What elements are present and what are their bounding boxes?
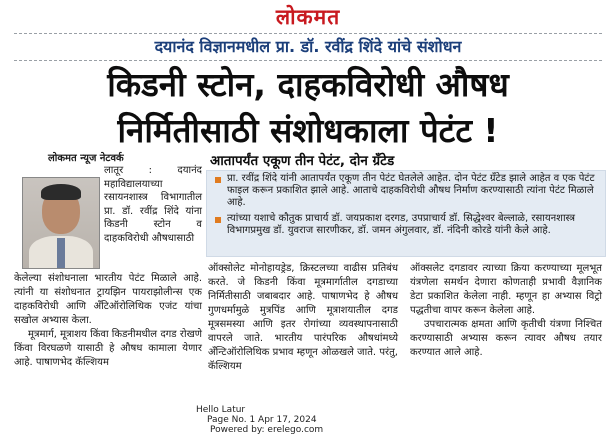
edition-name: Hello Latur <box>196 405 246 415</box>
edition-footer <box>196 405 396 435</box>
photo-hair-shape <box>41 184 81 200</box>
column-1-intro-text: लातूर : दयानंद महाविद्यालयाच्या रसायनशास्त्र विभागातील प्रा. डॉ. रवींद्र शिंदे यांना किडनी स्टोन व दाहकविरोधी औषधासाठी <box>104 165 202 244</box>
column-1-intro <box>104 164 202 245</box>
masthead <box>0 0 616 30</box>
column-2-text: ऑक्सोलेट मोनोहायड्रेड, क्रिस्टलच्या वाढीस प्रतिबंध करते. जे किडनी किंवा मूत्रमार्गातील दगडाच्या निर्मितीसाठी जबाबदार आहे. पाषाणभेद हे औषध गुणधर्मामुळे मुत्रपिंड आणि मूत्राशयातील दगड मूत्रसमस्या आणि इतर रोगांच्या व्यवस्थापनासाठी वापरले जाते. भारतीय पारंपरिक औषधांमध्ये अँन्टिऑरोलिथिक प्रभाव म्हणून ओळखले जाते. परंतु, कॅल्शियम <box>208 263 398 372</box>
column-2 <box>208 262 398 374</box>
column-1-para-1: केलेल्या संशोधनाला भारतीय पेटंट मिळाले आहे. त्यांनी या संशोधनात ट्रायझिन पायराझोलीन्स एक दाहकविरोधी आणि अँटिऑरोलिथिक एजंट यांचा सखोल अभ्यास केला. <box>14 273 202 326</box>
box-para-1: प्रा. रवींद्र शिंदे यांनी आतापर्यंत एकूण तीन पेटंट घेतलेले आहेत. दोन पेटंट ग्रँटेड झाले आहेत व एक पेटंट फाइल करून प्रकाशित झाले आहे. आताचे दाहकविरोधी औषध निर्माण करण्यासाठी त्यांना पेटंट मिळाले आहे. <box>227 173 595 208</box>
powered-by: Powered by: erelego.com <box>210 425 324 435</box>
headline <box>10 62 606 154</box>
headline-line-2: निर्मितीसाठी संशोधकाला पेटंट ! <box>117 111 499 150</box>
newspaper-logo: लोकमत <box>275 4 341 29</box>
column-3-para-2: उपचारात्मक क्षमता आणि कृतीची यंत्रणा निश्चित करण्यासाठी अभ्यास करून त्यावर औषध तयार करण्यात आले आहे. <box>410 319 602 358</box>
bullet-icon <box>215 177 221 183</box>
highlight-box <box>206 170 606 257</box>
headline-line-1: किडनी स्टोन, दाहकविरोधी औषध <box>107 65 509 104</box>
kicker-line: दयानंद विज्ञानमधील प्रा. डॉ. रवींद्र शिंदे यांचे संशोधन <box>14 33 602 61</box>
column-3-para-1: ऑक्सलेट दगडावर त्याच्या क्रिया करण्याच्या मूलभूत यंत्रणेला समर्थन देणारा कोणताही प्रभावी वैज्ञानिक डेटा प्रकाशित केलेला नाही. म्हणून हा अभ्यास विट्रो पद्धतीचा वापर करून केलेला आहे. <box>410 263 602 316</box>
box-para-2: त्यांच्या यशाचे कौतुक प्राचार्य डॉ. जयप्रकाश दरगड, उपप्राचार्य डॉ. सिद्धेश्वर बेल्लाळे, रसायनशास्त्र विभागप्रमुख डॉ. युवराज सारणीकर, डॉ. जमन अंगुलवार, डॉ. नंदिनी कोरडे यांनी केले आहे. <box>227 213 575 236</box>
page-and-date: Page No. 1 Apr 17, 2024 <box>207 415 317 425</box>
column-1-body <box>14 272 202 370</box>
photo-tie-shape <box>57 238 65 268</box>
author-photo <box>22 177 100 269</box>
bullet-icon <box>215 217 221 223</box>
column-1-para-2: मूत्रमार्ग, मूत्राशय किंवा किडनीमधील दगड रोखणे किंवा विरघळणे यासाठी हे औषध कामाला येणार आहे. पाषाणभेद कॅल्शियम <box>14 329 202 368</box>
subheading: आतापर्यंत एकूण तीन पेटंट, दोन ग्रँटेड <box>210 153 395 169</box>
byline: लोकमत न्यूज नेटवर्क <box>48 153 124 164</box>
column-3 <box>410 262 602 360</box>
